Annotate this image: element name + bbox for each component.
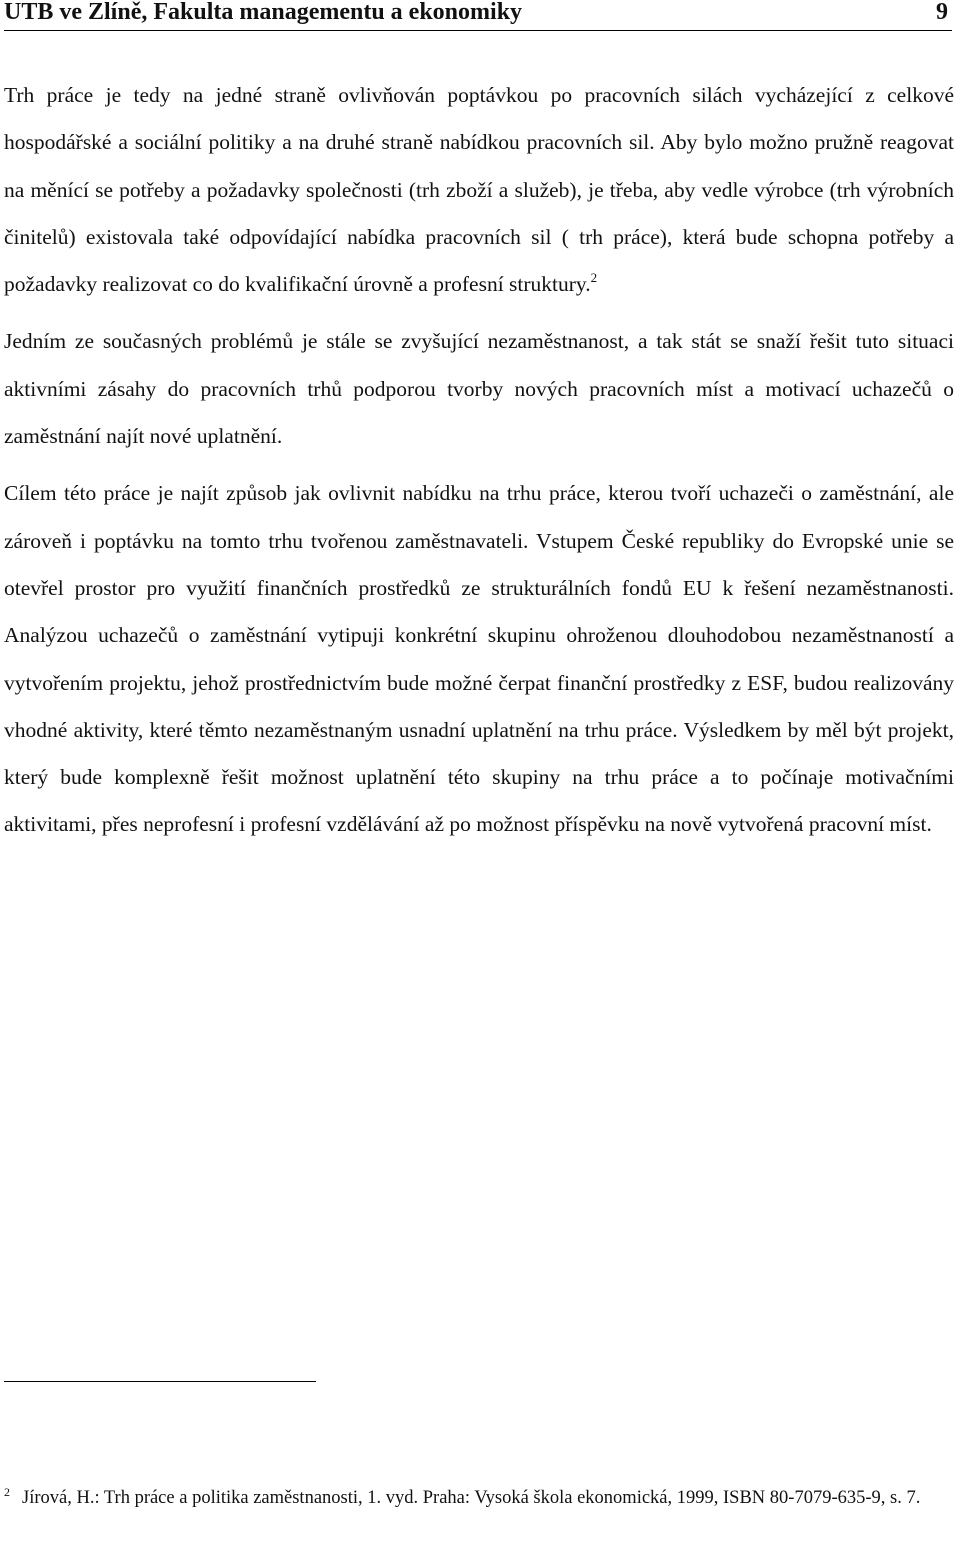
footnote-text: Jírová, H.: Trh práce a politika zaměstnanosti, 1. vyd. Praha: Vysoká škola ekonomická, 1999, ISBN 80-7079-635-9, s. 7. xyxy=(22,1488,921,1508)
footnote-reference[interactable]: 2 xyxy=(590,270,598,286)
paragraph-1 xyxy=(4,72,954,308)
footnote xyxy=(4,1486,954,1511)
page-number: 9 xyxy=(936,0,948,25)
header-title: UTB ve Zlíně, Fakulta managementu a ekonomiky xyxy=(4,0,523,25)
footnote-number: 2 xyxy=(4,1485,10,1499)
page-header xyxy=(4,0,952,31)
paragraph-3: Cílem této práce je najít způsob jak ovlivnit nabídku na trhu práce, kterou tvoří uchazeči o zaměstnání, ale zároveň i poptávku na tomto trhu tvořenou zaměstnavateli. Vstupem České republiky do Evropské unie se otevřel prostor pro využití finančních prostředků ze strukturálních fondů EU k řešení nezaměstnanosti. Analýzou uchazečů o zaměstnání vytipuji konkrétní skupinu ohroženou dlouhodobou nezaměstnaností a vytvořením projektu, jehož prostřednictvím bude možné čerpat finanční prostředky z ESF, budou realizovány vhodné aktivity, které těmto nezaměstnaným usnadní uplatnění na trhu práce. Výsledkem by měl být projekt, který bude komplexně řešit možnost uplatnění této skupiny na trhu práce a to počínaje motivačními aktivitami, přes neprofesní i profesní vzdělávání až po možnost příspěvku na nově vytvořená pracovní míst. xyxy=(4,481,954,837)
paragraph-2: Jedním ze současných problémů je stále se zvyšující nezaměstnanost, a tak stát se snaží řešit tuto situaci aktivními zásahy do pracovních trhů podporou tvorby nových pracovních míst a motivací uchazečů o zaměstnání najít nové uplatnění. xyxy=(4,329,954,449)
footnote-separator xyxy=(4,1381,316,1382)
body-text xyxy=(4,72,954,859)
paragraph-1-text: Trh práce je tedy na jedné straně ovlivňován poptávkou po pracovních silách vycházející z celkové hospodářské a sociální politiky a na druhé straně nabídkou pracovních sil. Aby bylo možno pružně reagovat na měnící se potřeby a požadavky společnosti (trh zboží a služeb), je třeba, aby vedle výrobce (trh výrobních činitelů) existovala také odpovídající nabídka pracovních sil ( trh práce), která bude schopna potřeby a požadavky realizovat co do kvalifikační úrovně a profesní struktury. xyxy=(4,83,954,297)
